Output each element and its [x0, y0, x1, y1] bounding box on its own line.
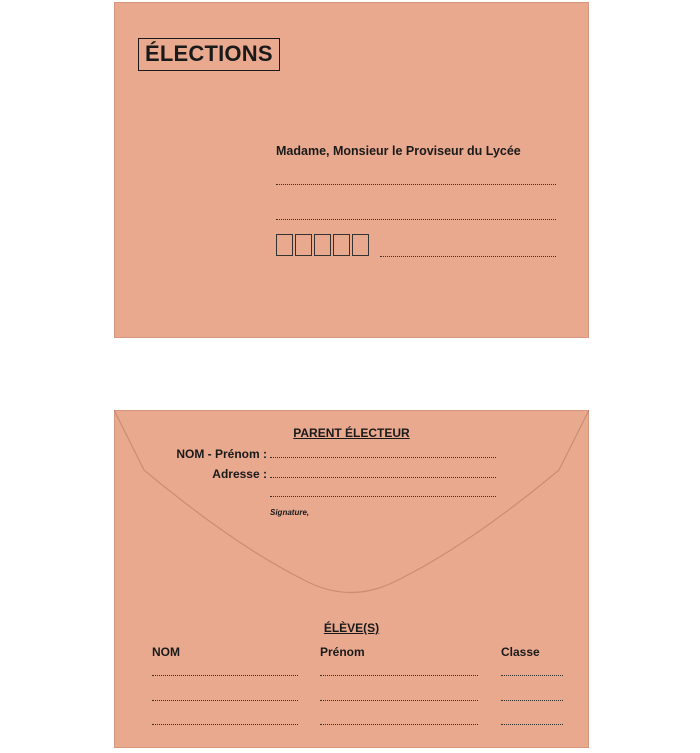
- student-prenom-line: [320, 724, 478, 725]
- postal-code-box: [333, 234, 350, 256]
- student-classe-line: [501, 675, 563, 676]
- students-title: ÉLÈVE(S): [323, 621, 380, 635]
- envelope-flap: [114, 410, 589, 610]
- col-nom: NOM: [152, 645, 180, 659]
- address-label: Adresse :: [212, 467, 267, 481]
- address-line: [270, 477, 496, 478]
- col-classe: Classe: [501, 645, 540, 659]
- envelope-back: [114, 410, 589, 748]
- student-nom-line: [152, 675, 298, 676]
- parent-voter-title: PARENT ÉLECTEUR: [293, 426, 410, 440]
- student-classe-line: [501, 724, 563, 725]
- student-prenom-line: [320, 675, 478, 676]
- postal-code-box: [295, 234, 312, 256]
- envelope-front: [114, 2, 589, 338]
- student-nom-line: [152, 700, 298, 701]
- col-prenom: Prénom: [320, 645, 365, 659]
- city-line: [380, 256, 556, 257]
- name-line: [270, 457, 496, 458]
- postal-code-box: [314, 234, 331, 256]
- postal-code-box: [352, 234, 369, 256]
- address-line-extra: [270, 496, 496, 497]
- address-line-2: [276, 219, 556, 220]
- postal-code-box: [276, 234, 293, 256]
- student-nom-line: [152, 724, 298, 725]
- student-prenom-line: [320, 700, 478, 701]
- address-line-1: [276, 184, 556, 185]
- postal-code-boxes: [276, 234, 371, 256]
- signature-label: Signature,: [270, 508, 310, 517]
- student-classe-line: [501, 700, 563, 701]
- addressee-label: Madame, Monsieur le Proviseur du Lycée: [276, 144, 521, 158]
- elections-title: ÉLECTIONS: [138, 38, 280, 71]
- name-label: NOM - Prénom :: [176, 447, 267, 461]
